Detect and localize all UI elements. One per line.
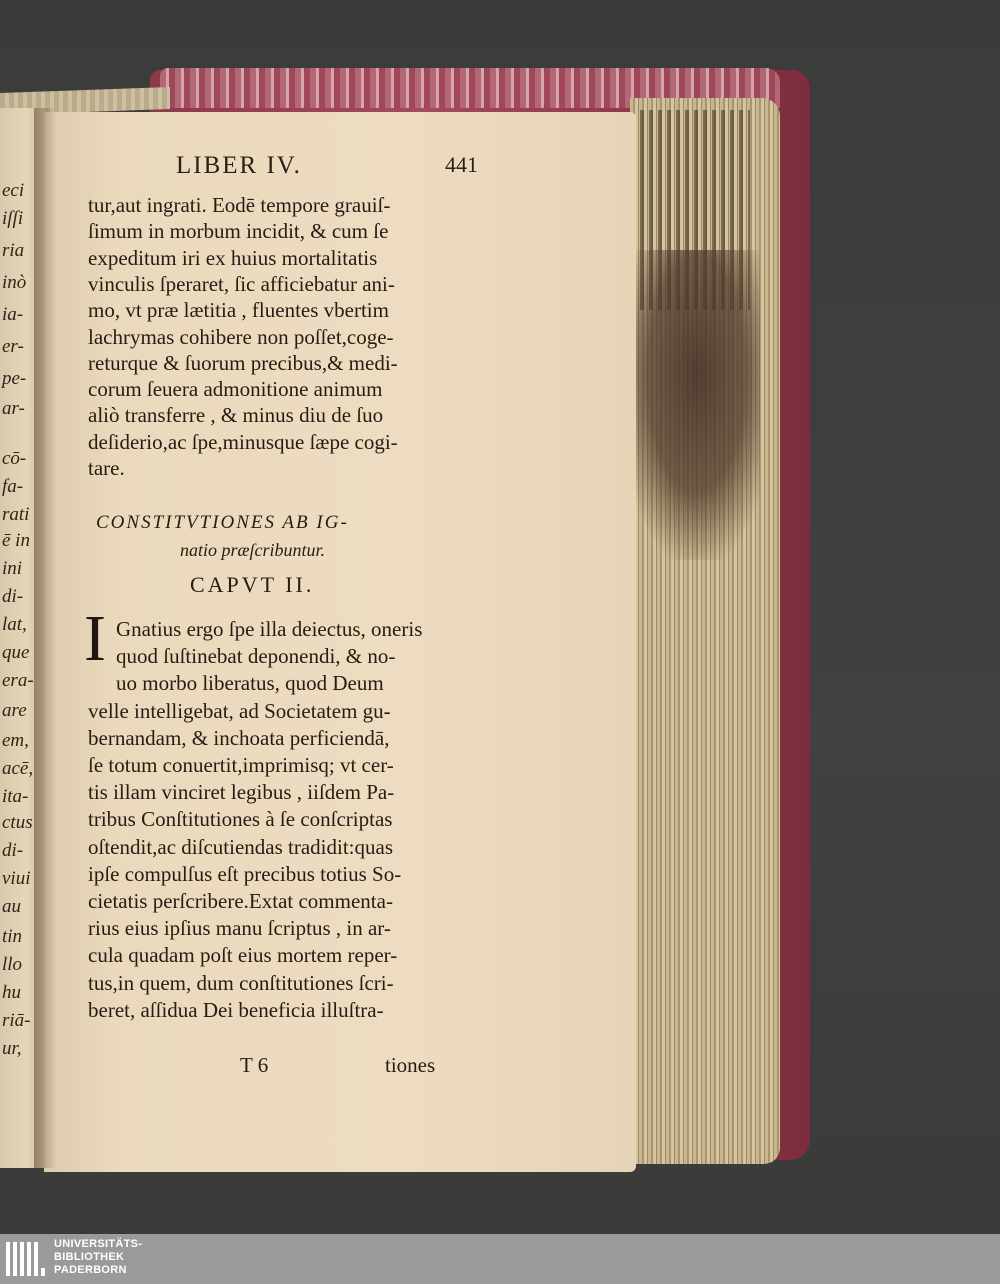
verso-fragment: acē, — [2, 758, 34, 779]
text-line: ſe totum conuertit,imprimisq; vt cer- — [88, 753, 394, 777]
verso-fragment: inò — [2, 272, 27, 293]
library-name-line1: UNIVERSITÄTS- — [54, 1238, 143, 1250]
text-line: expeditum iri ex huius mortalitatis — [88, 245, 378, 270]
signature-mark: T 6 — [240, 1053, 269, 1077]
library-name-line2: BIBLIOTHEK — [54, 1251, 125, 1263]
verso-fragment: que — [2, 642, 30, 663]
text-line: velle intelligebat, ad Societatem gu- — [88, 698, 391, 723]
gutter-shadow — [34, 108, 56, 1168]
verso-fragment: ria — [2, 240, 25, 261]
library-logo-icon — [4, 1238, 46, 1280]
text-line: tur,aut ingrati. Eodē tempore grauiſ- — [88, 193, 391, 217]
verso-fragment: riā- — [2, 1010, 31, 1031]
verso-fragment: er- — [2, 336, 24, 357]
text-line: mo, vt præ lætitia , fluentes vbertim — [88, 298, 389, 323]
chapter-heading: CAPVT II. — [190, 572, 315, 597]
verso-fragment: di- — [2, 840, 24, 861]
text-line: ipſe compulſus eſt precibus totius So- — [88, 861, 402, 886]
catchword: tiones — [385, 1053, 436, 1077]
text-line: uo morbo liberatus, quod Deum — [116, 671, 384, 696]
verso-fragment: lat, — [2, 614, 27, 635]
text-line: cietatis perſcribere.Extat commenta- — [88, 889, 393, 913]
text-line: tis illam vinciret legibus , iiſdem Pa- — [88, 780, 395, 805]
verso-fragment: ur, — [2, 1038, 22, 1059]
text-line: Gnatius ergo ſpe illa deiectus, oneris — [116, 617, 423, 641]
verso-fragment: cō- — [2, 448, 27, 469]
text-line: lachrymas cohibere non poſſet,coge- — [88, 324, 394, 349]
verso-fragment: ini — [2, 558, 23, 579]
verso-fragment: em, — [2, 730, 29, 751]
text-line: ſimum in morbum incidit, & cum ſe — [88, 219, 389, 244]
verso-fragment: iſſi — [2, 208, 24, 229]
text-line: cula quadam poſt eius mortem reper- — [88, 943, 398, 968]
verso-fragment: era- — [2, 670, 34, 691]
library-name-line3: PADERBORN — [54, 1264, 127, 1276]
text-line: tribus Conſtitutiones à ſe conſcriptas — [88, 807, 393, 832]
verso-fragment: are — [2, 700, 27, 721]
section-title-continued: natio præſcribuntur. — [180, 540, 326, 560]
text-line: quod ſuſtinebat deponendi, & no- — [116, 644, 396, 669]
text-line: oſtendit,ac diſcutiendas tradidit:quas — [88, 834, 394, 859]
text-line: vinculis ſperaret, ſic afficiebatur ani- — [88, 271, 395, 296]
running-head: LIBER IV. — [176, 152, 302, 179]
verso-fragment: ia- — [2, 304, 24, 325]
text-line: rius eius ipſius manu ſcriptus , in ar- — [88, 916, 391, 941]
page-header — [176, 152, 484, 184]
page-number: 441 — [445, 152, 478, 177]
verso-fragment: ctus — [2, 812, 33, 833]
verso-fragment: fa- — [2, 476, 24, 497]
text-line: bernandam, & inchoata perficiendā, — [88, 725, 390, 750]
text-line: corum ſeuera admonitione animum — [88, 377, 383, 402]
verso-fragment: eci — [2, 180, 25, 201]
verso-fragment: ē in — [2, 530, 30, 551]
verso-fragment: llo — [2, 954, 23, 975]
verso-fragment: hu — [2, 982, 21, 1003]
fore-edge-stain — [620, 250, 760, 560]
verso-fragment: rati — [2, 504, 30, 525]
text-line: beret, aſſidua Dei beneficia illuſtra- — [88, 997, 384, 1022]
verso-fragment: viui — [2, 868, 31, 889]
text-line: aliò transferre , & minus diu de ſuo — [88, 403, 384, 428]
library-name — [54, 1238, 142, 1277]
verso-fragment: tin — [2, 926, 23, 947]
footer-bar — [0, 1234, 1000, 1284]
verso-fragment: ita- — [2, 786, 29, 807]
text-line: deſiderio,ac ſpe,minusque ſæpe cogi- — [88, 429, 398, 454]
text-line: returque & ſuorum precibus,& medi- — [88, 350, 398, 375]
verso-fragment: pe- — [2, 368, 27, 389]
verso-fragment: di- — [2, 586, 24, 607]
drop-initial: I — [84, 602, 106, 675]
section-title: CONSTITVTIONES AB IG- — [96, 512, 349, 533]
text-line: tare. — [88, 456, 125, 480]
verso-fragment: ar- — [2, 398, 25, 419]
verso-fragment: au — [2, 896, 21, 917]
text-line: tus,in quem, dum conſtitutiones ſcri- — [88, 970, 394, 995]
